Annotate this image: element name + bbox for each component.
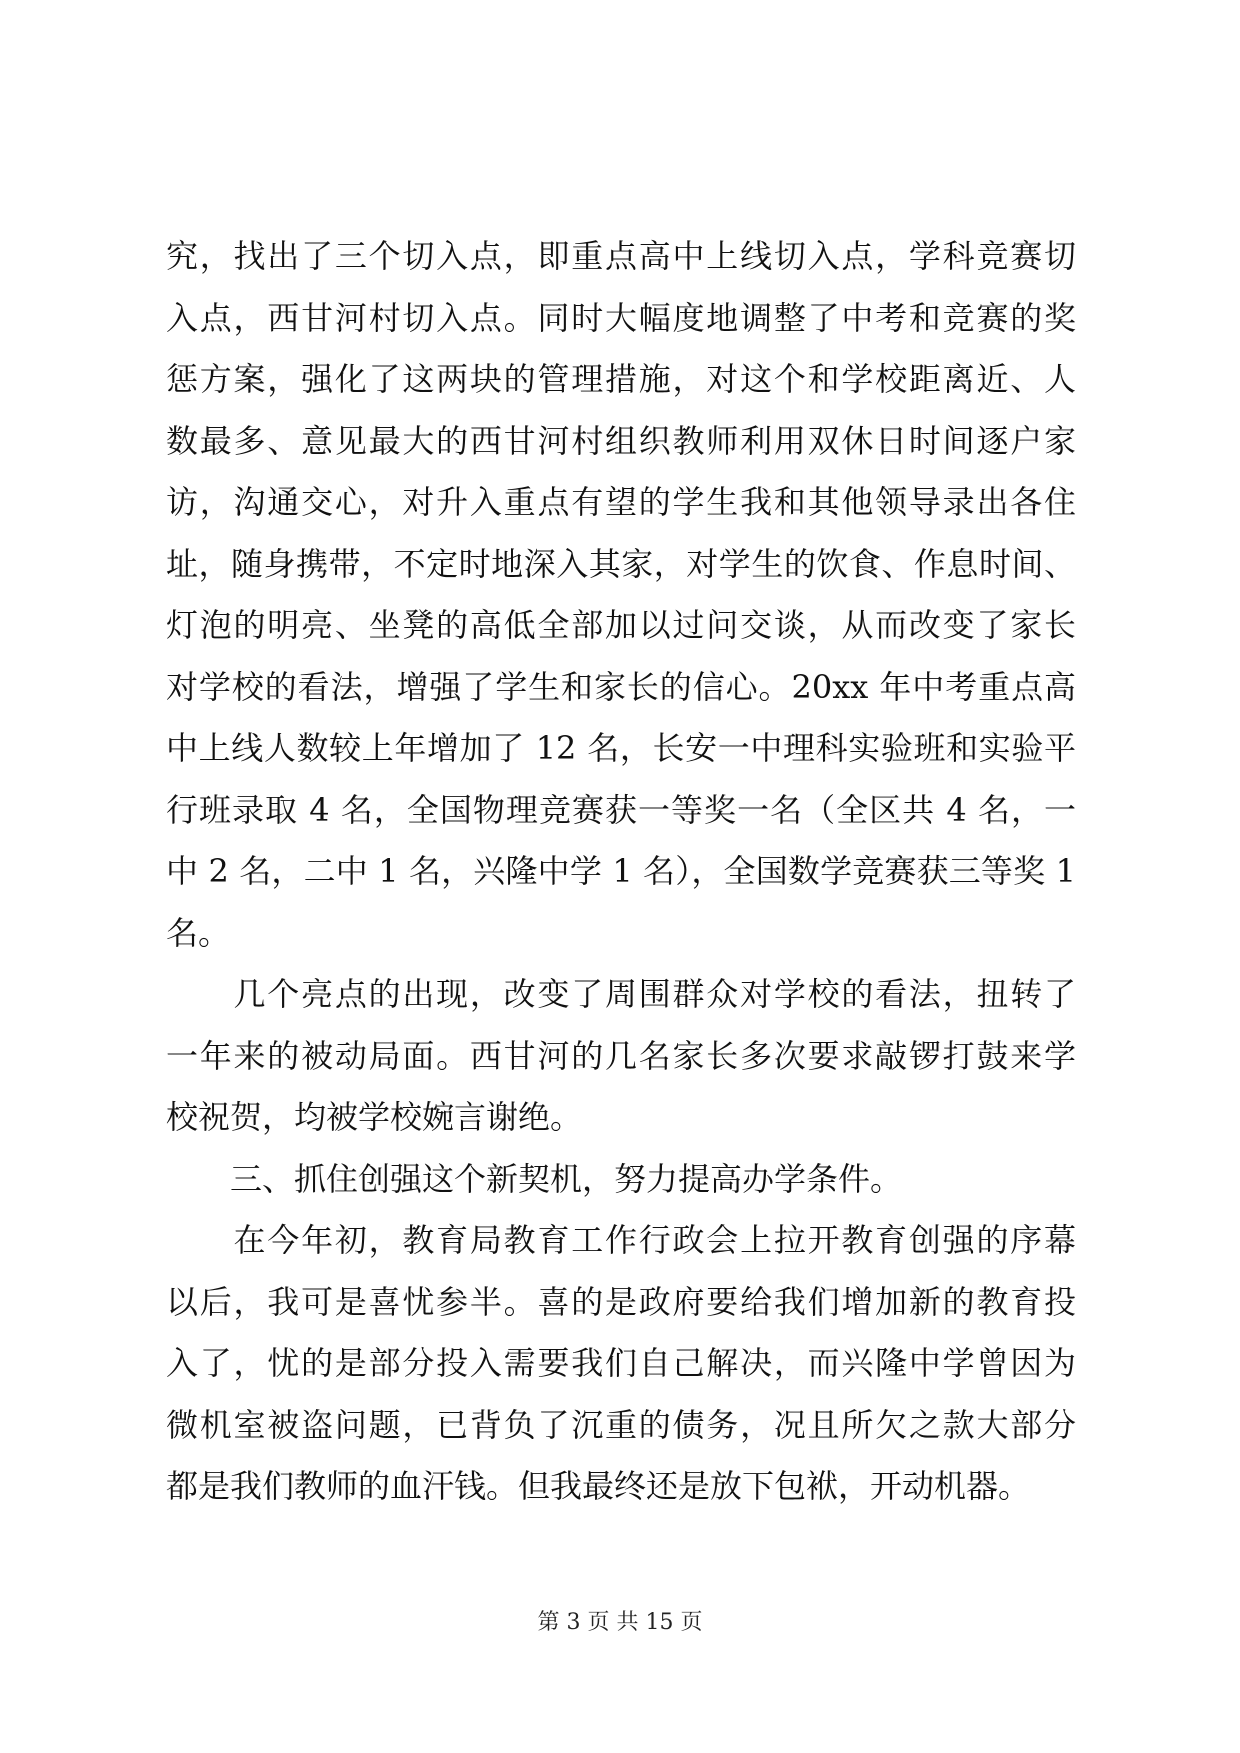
text-line: 惩方案，强化了这两块的管理措施，对这个和学校距离近、人: [166, 360, 1076, 398]
text-line: 访，沟通交心，对升入重点有望的学生我和其他领导录出各住: [166, 483, 1076, 521]
text-line: 灯泡的明亮、坐凳的高低全部加以过问交谈，从而改变了家长: [166, 606, 1076, 644]
page-number-footer: 第 3 页 共 15 页: [537, 1610, 703, 1635]
text-line: 行班录取 4 名，全国物理竞赛获一等奖一名（全区共 4 名，一: [166, 790, 1076, 829]
text-line: 名。: [166, 913, 231, 952]
body-text: [166, 226, 1076, 1518]
text-line: 数最多、意见最大的西甘河村组织教师利用双休日时间逐户家: [166, 421, 1076, 460]
text-line: 究，找出了三个切入点，即重点高中上线切入点，学科竞赛切: [166, 237, 1076, 275]
text-line: 中上线人数较上年增加了 12 名，长安一中理科实验班和实验平: [166, 729, 1076, 767]
text-line: 都是我们教师的血汗钱。但我最终还是放下包袱，开动机器。: [166, 1467, 1031, 1505]
text-line: 几个亮点的出现，改变了周围群众对学校的看法，扭转了: [166, 975, 1076, 1013]
text-line: 微机室被盗问题，已背负了沉重的债务，况且所欠之款大部分: [166, 1405, 1076, 1444]
text-line: 以后，我可是喜忧参半。喜的是政府要给我们增加新的教育投: [166, 1282, 1076, 1321]
text-line: 校祝贺，均被学校婉言谢绝。: [166, 1098, 583, 1136]
text-line: 一年来的被动局面。西甘河的几名家长多次要求敲锣打鼓来学: [166, 1036, 1076, 1075]
text-line: 入点，西甘河村切入点。同时大幅度地调整了中考和竞赛的奖: [166, 298, 1076, 337]
text-line: 中 2 名，二中 1 名，兴隆中学 1 名），全国数学竞赛获三等奖 1: [166, 852, 1076, 890]
text-line: 址，随身携带，不定时地深入其家，对学生的饮食、作息时间、: [166, 544, 1076, 583]
text-line: 对学校的看法，增强了学生和家长的信心。20xx 年中考重点高: [166, 667, 1076, 706]
text-line: 入了，忧的是部分投入需要我们自己解决，而兴隆中学曾因为: [166, 1344, 1076, 1382]
section-heading: 三、抓住创强这个新契机，努力提高办学条件。: [166, 1159, 903, 1198]
text-line: 在今年初，教育局教育工作行政会上拉开教育创强的序幕: [166, 1221, 1076, 1259]
